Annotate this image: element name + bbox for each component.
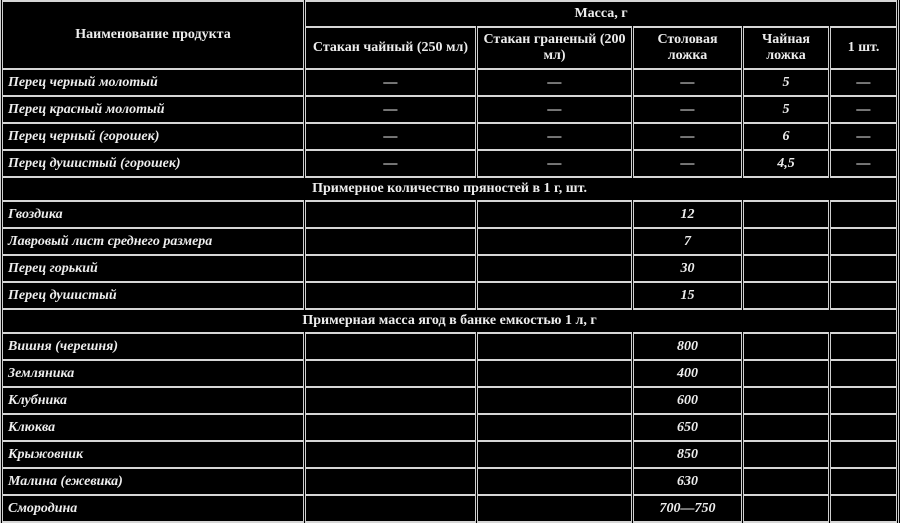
product-name-cell: Перец душистый — [2, 282, 305, 309]
table-row — [2, 414, 898, 441]
table-row — [2, 333, 898, 360]
value-cell: — — [305, 69, 477, 96]
section-title: Примерное количество пряностей в 1 г, шт. — [2, 177, 898, 201]
value-cell — [743, 387, 830, 414]
value-cell — [830, 468, 898, 495]
product-name-cell: Смородина — [2, 495, 305, 522]
table-row — [2, 228, 898, 255]
value-cell — [830, 414, 898, 441]
value-cell — [305, 333, 477, 360]
value-cell: — — [830, 69, 898, 96]
value-cell — [477, 468, 633, 495]
product-name-cell: Малина (ежевика) — [2, 468, 305, 495]
value-cell: 5 — [743, 96, 830, 123]
value-cell — [477, 441, 633, 468]
value-cell: 6 — [743, 123, 830, 150]
value-cell: 30 — [633, 255, 743, 282]
table-row — [2, 468, 898, 495]
table-body — [2, 69, 898, 522]
value-cell: — — [830, 96, 898, 123]
table-row — [2, 282, 898, 309]
value-cell — [743, 495, 830, 522]
value-cell — [830, 387, 898, 414]
column-header-tea-glass: Стакан чайный (250 мл) — [305, 27, 477, 69]
value-cell — [830, 228, 898, 255]
value-cell — [305, 201, 477, 228]
value-cell — [305, 414, 477, 441]
value-cell — [477, 495, 633, 522]
value-cell — [743, 468, 830, 495]
product-name-cell: Гвоздика — [2, 201, 305, 228]
value-cell: 650 — [633, 414, 743, 441]
value-cell — [305, 468, 477, 495]
value-cell — [830, 495, 898, 522]
value-cell — [477, 387, 633, 414]
value-cell — [743, 360, 830, 387]
value-cell: 800 — [633, 333, 743, 360]
column-header-one-piece: 1 шт. — [830, 27, 898, 69]
value-cell — [830, 360, 898, 387]
value-cell — [830, 201, 898, 228]
column-header-teaspoon: Чайная ложка — [743, 27, 830, 69]
table-row — [2, 495, 898, 522]
product-name-cell: Перец душистый (горошек) — [2, 150, 305, 177]
value-cell — [830, 282, 898, 309]
value-cell — [743, 201, 830, 228]
value-cell: 5 — [743, 69, 830, 96]
column-group-header-mass: Масса, г — [305, 1, 898, 27]
value-cell — [305, 495, 477, 522]
value-cell — [305, 360, 477, 387]
value-cell — [305, 387, 477, 414]
value-cell: 12 — [633, 201, 743, 228]
value-cell — [305, 228, 477, 255]
value-cell: — — [305, 150, 477, 177]
value-cell: 7 — [633, 228, 743, 255]
value-cell: — — [477, 69, 633, 96]
value-cell — [830, 255, 898, 282]
product-name-cell: Клюква — [2, 414, 305, 441]
section-header-row — [2, 177, 898, 201]
product-name-cell: Перец черный молотый — [2, 69, 305, 96]
product-name-cell: Земляника — [2, 360, 305, 387]
value-cell — [743, 282, 830, 309]
value-cell: — — [477, 96, 633, 123]
table-row — [2, 96, 898, 123]
product-name-cell: Перец черный (горошек) — [2, 123, 305, 150]
product-name-cell: Перец красный молотый — [2, 96, 305, 123]
table-row — [2, 69, 898, 96]
column-header-faceted-glass: Стакан граненый (200 мл) — [477, 27, 633, 69]
product-name-cell: Перец горький — [2, 255, 305, 282]
value-cell: — — [633, 123, 743, 150]
value-cell — [305, 255, 477, 282]
value-cell: — — [633, 150, 743, 177]
value-cell — [743, 333, 830, 360]
table-row — [2, 201, 898, 228]
value-cell: — — [830, 123, 898, 150]
section-title: Примерная масса ягод в банке емкостью 1 л, г — [2, 309, 898, 333]
value-cell: — — [830, 150, 898, 177]
value-cell — [477, 255, 633, 282]
product-name-cell: Вишня (черешня) — [2, 333, 305, 360]
value-cell — [305, 441, 477, 468]
value-cell: — — [305, 96, 477, 123]
value-cell — [743, 441, 830, 468]
value-cell: — — [477, 150, 633, 177]
product-name-cell: Лавровый лист среднего размера — [2, 228, 305, 255]
value-cell — [743, 414, 830, 441]
value-cell — [477, 282, 633, 309]
value-cell — [305, 282, 477, 309]
value-cell — [830, 333, 898, 360]
value-cell: — — [477, 123, 633, 150]
value-cell: 630 — [633, 468, 743, 495]
value-cell: — — [633, 96, 743, 123]
section-header-row — [2, 309, 898, 333]
table-row — [2, 387, 898, 414]
value-cell — [743, 255, 830, 282]
product-name-cell: Крыжовник — [2, 441, 305, 468]
table-row — [2, 150, 898, 177]
value-cell: 600 — [633, 387, 743, 414]
value-cell — [830, 441, 898, 468]
product-name-cell: Клубника — [2, 387, 305, 414]
table-row — [2, 360, 898, 387]
value-cell: 4,5 — [743, 150, 830, 177]
table-row — [2, 123, 898, 150]
value-cell: 850 — [633, 441, 743, 468]
value-cell: — — [633, 69, 743, 96]
table-row — [2, 441, 898, 468]
value-cell — [477, 360, 633, 387]
value-cell — [743, 228, 830, 255]
column-header-product-name: Наименование продукта — [2, 1, 305, 69]
value-cell: 15 — [633, 282, 743, 309]
value-cell: 700—750 — [633, 495, 743, 522]
value-cell — [477, 333, 633, 360]
value-cell: — — [305, 123, 477, 150]
value-cell — [477, 201, 633, 228]
column-header-tablespoon: Столовая ложка — [633, 27, 743, 69]
value-cell — [477, 228, 633, 255]
value-cell — [477, 414, 633, 441]
table-row — [2, 255, 898, 282]
header-row-mass — [2, 1, 898, 27]
value-cell: 400 — [633, 360, 743, 387]
